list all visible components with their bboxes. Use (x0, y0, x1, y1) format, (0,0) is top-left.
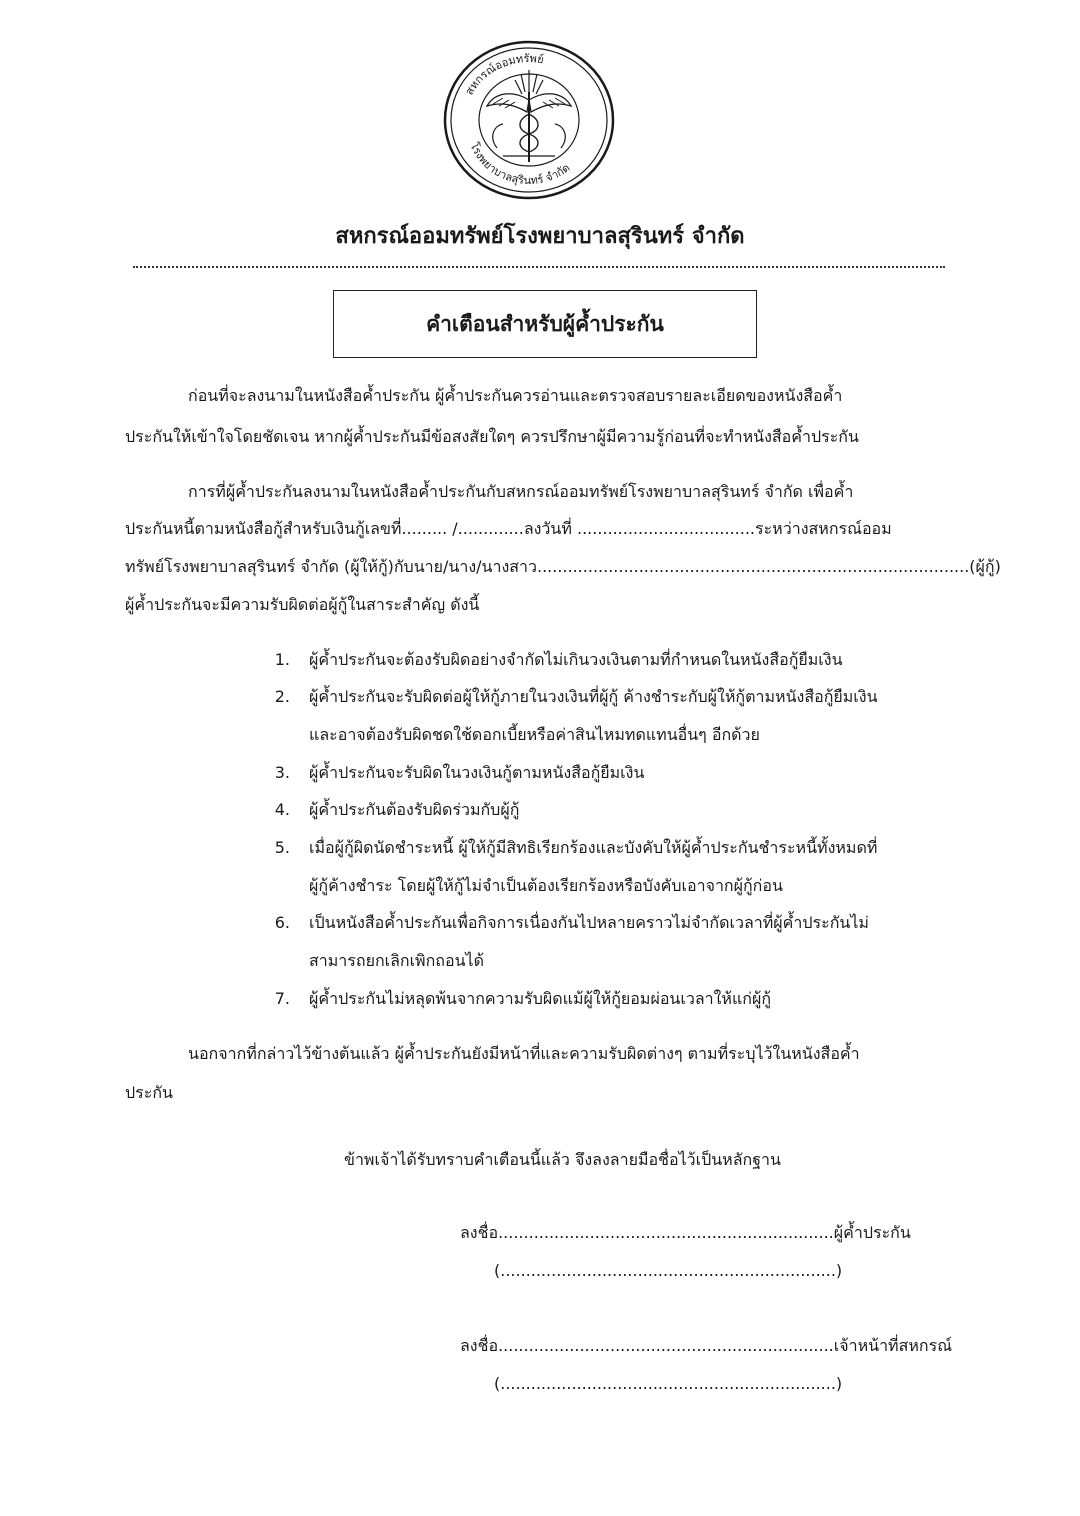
list-item-text: เมื่อผู้กู้ผิดนัดชำระหนี้ ผู้ให้กู้มีสิทธิเรียกร้องและบังคับให้ผู้ค้ำประกันชำระหนี้ทั้งหมดที่ (309, 838, 878, 857)
dotted-divider (133, 266, 945, 268)
guarantor-name-line: (..................................................................) (494, 1261, 843, 1280)
paragraph-2-line-3: ทรัพย์โรงพยาบาลสุรินทร์ จำกัด (ผู้ให้กู้)กับนาย/นาง/นางสาว.....................................................................................(ผู้กู้) (125, 557, 1001, 576)
list-item-text: ผู้ค้ำประกันไม่หลุดพ้นจากความรับผิดแม้ผู้ให้กู้ยอมผ่อนเวลาให้แก่ผู้กู้ (309, 989, 772, 1008)
list-item-number: 1. (274, 650, 290, 669)
cooperative-seal-logo (443, 40, 615, 200)
warning-title: คำเตือนสำหรับผู้ค้ำประกัน (426, 311, 664, 336)
list-item-number: 5. (274, 838, 290, 857)
list-item-number: 2. (274, 687, 290, 706)
paragraph-1-line-2: ประกันให้เข้าใจโดยชัดเจน หากผู้ค้ำประกันมีข้อสงสัยใดๆ ควรปรึกษาผู้มีความรู้ก่อนที่จะทำหนังสือค้ำประกัน (125, 427, 859, 446)
organization-name: สหกรณ์ออมทรัพย์โรงพยาบาลสุรินทร์ จำกัด (335, 224, 745, 249)
list-item-text-continued: สามารถยกเลิกเพิกถอนได้ (309, 951, 484, 970)
paragraph-2-line-2: ประกันหนี้ตามหนังสือกู้สำหรับเงินกู้เลขที่......... /.............ลงวันที่ ...................................ระหว่างสหกรณ์ออม (125, 519, 892, 538)
svg-text:สหกรณ์ออมทรัพย์: สหกรณ์ออมทรัพย์ (462, 51, 545, 98)
list-item-text: ผู้ค้ำประกันจะรับผิดต่อผู้ให้กู้ภายในวงเงินที่ผู้กู้ ค้างชำระกับผู้ให้กู้ตามหนังสือกู้ยืมเงิน (309, 687, 878, 706)
list-item-text: เป็นหนังสือค้ำประกันเพื่อกิจการเนื่องกันไปหลายคราวไม่จำกัดเวลาที่ผู้ค้ำประกันไม่ (309, 913, 869, 932)
warning-title-box (333, 290, 757, 358)
list-item-number: 7. (274, 989, 290, 1008)
paragraph-3-line-2: ประกัน (125, 1083, 173, 1102)
paragraph-3-line-1: นอกจากที่กล่าวไว้ข้างต้นแล้ว ผู้ค้ำประกันยังมีหน้าที่และความรับผิดต่างๆ ตามที่ระบุไว้ในหนังสือค้ำ (188, 1044, 860, 1063)
list-item-text-continued: ผู้กู้ค้างชำระ โดยผู้ให้กู้ไม่จำเป็นต้องเรียกร้องหรือบังคับเอาจากผู้กู้ก่อน (309, 876, 783, 895)
svg-text:โรงพยาบาลสุรินทร์ จำกัด: โรงพยาบาลสุรินทร์ จำกัด (467, 140, 573, 188)
paragraph-2-line-1: การที่ผู้ค้ำประกันลงนามในหนังสือค้ำประกันกับสหกรณ์ออมทรัพย์โรงพยาบาลสุรินทร์ จำกัด เพื่อค้ำ (188, 482, 854, 501)
paragraph-2-line-4: ผู้ค้ำประกันจะมีความรับผิดต่อผู้กู้ในสาระสำคัญ ดังนี้ (125, 595, 480, 614)
officer-name-line: (..................................................................) (494, 1374, 843, 1393)
list-item-number: 4. (274, 800, 290, 819)
acknowledgement-statement: ข้าพเจ้าได้รับทราบคำเตือนนี้แล้ว จึงลงลายมือชื่อไว้เป็นหลักฐาน (344, 1150, 781, 1169)
list-item-number: 6. (274, 913, 290, 932)
list-item-text: ผู้ค้ำประกันจะต้องรับผิดอย่างจำกัดไม่เกินวงเงินตามที่กำหนดในหนังสือกู้ยืมเงิน (309, 650, 843, 669)
list-item-text-continued: และอาจต้องรับผิดชดใช้ดอกเบี้ยหรือค่าสินไหมทดแทนอื่นๆ อีกด้วย (309, 725, 760, 744)
officer-signature-line: ลงชื่อ..................................................................เจ้าหน้าที่สหกรณ์ (460, 1336, 953, 1355)
list-item-text: ผู้ค้ำประกันต้องรับผิดร่วมกับผู้กู้ (309, 800, 520, 819)
paragraph-1-line-1: ก่อนที่จะลงนามในหนังสือค้ำประกัน ผู้ค้ำประกันควรอ่านและตรวจสอบรายละเอียดของหนังสือค้ำ (188, 386, 843, 405)
list-item-text: ผู้ค้ำประกันจะรับผิดในวงเงินกู้ตามหนังสือกู้ยืมเงิน (309, 763, 645, 782)
list-item-number: 3. (274, 763, 290, 782)
guarantor-signature-line: ลงชื่อ..................................................................ผู้ค้ำประกัน (460, 1223, 911, 1242)
